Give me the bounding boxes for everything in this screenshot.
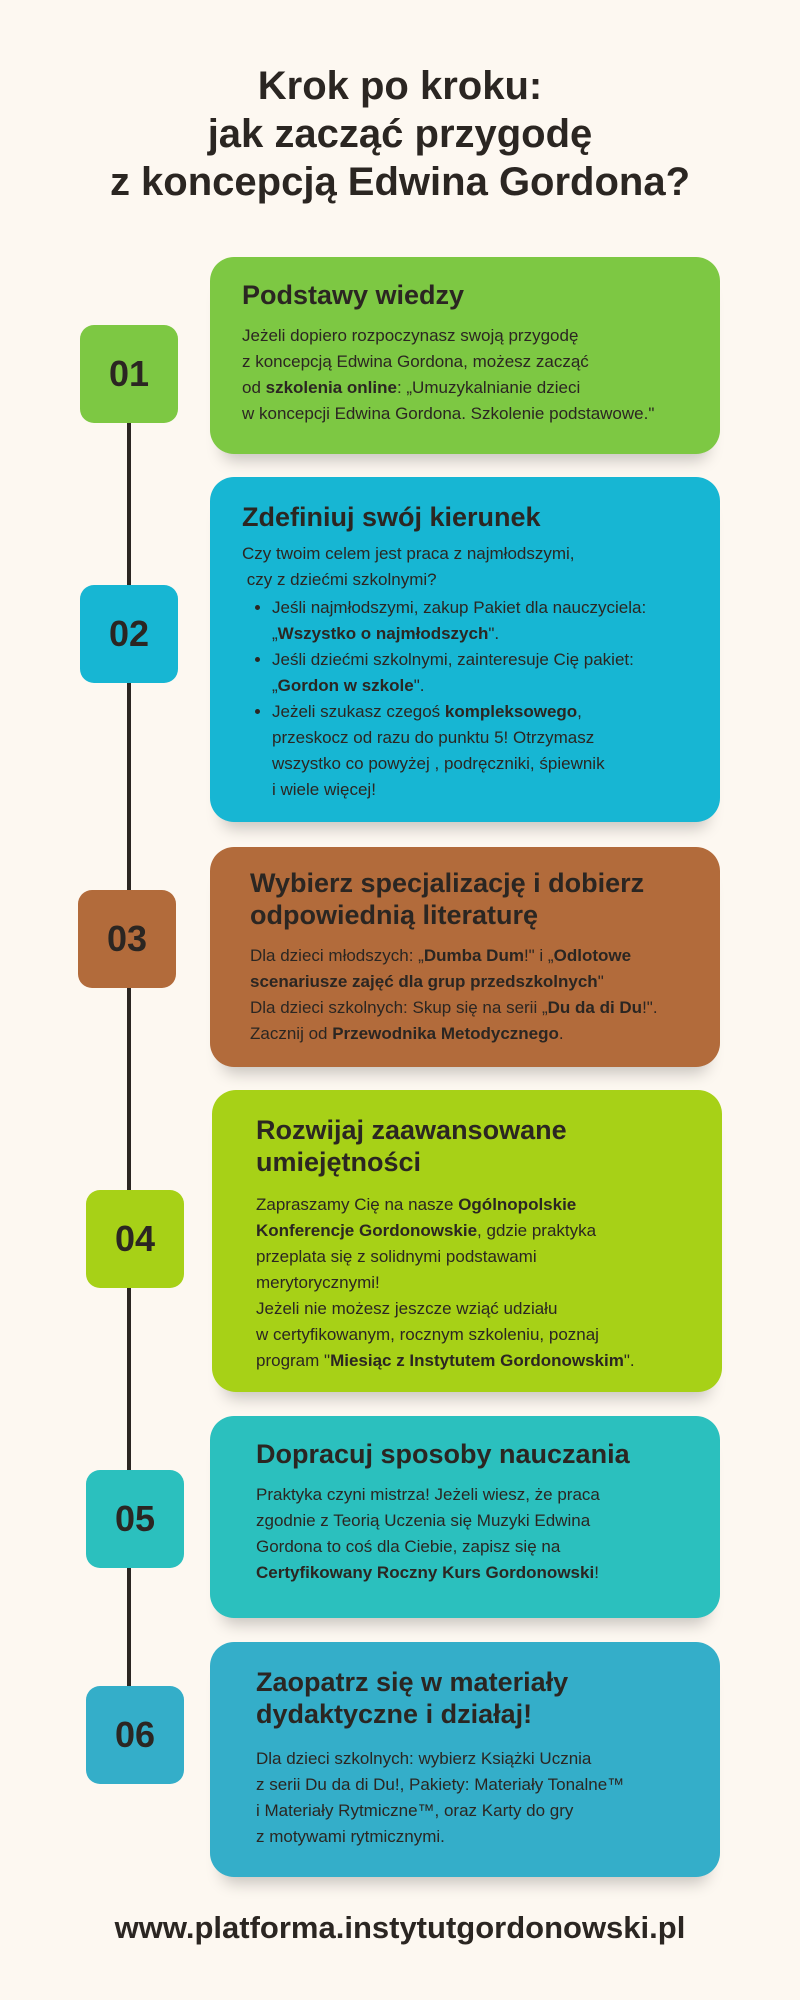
body-line: scenariusze zajęć dla grup przedszkolnych" (250, 972, 604, 991)
body-line: od szkolenia online: „Umuzykalnianie dzieci (242, 378, 581, 397)
bullet-list (242, 595, 704, 803)
body-line: Zapraszamy Cię na nasze Ogólnopolskie (256, 1195, 577, 1214)
step-title: Podstawy wiedzy (242, 280, 465, 310)
body-line: Praktyka czyni mistrza! Jeżeli wiesz, że praca (256, 1485, 600, 1504)
step-badge-03 (78, 890, 176, 988)
step-card-04 (212, 1090, 722, 1392)
body-line: Dla dzieci szkolnych: wybierz Książki Ucznia (256, 1749, 592, 1768)
title-line-2: jak zacząć przygodę (207, 112, 593, 156)
step-card-06 (210, 1642, 720, 1877)
step-number: 01 (108, 353, 150, 394)
body-line: Dla dzieci szkolnych: Skup się na serii „Du da di Du!". (250, 998, 658, 1017)
step-badge-04 (86, 1190, 184, 1288)
body-line: program "Miesiąc z Instytutem Gordonowskim". (256, 1351, 635, 1370)
body-line: Jeżeli dopiero rozpoczynasz swoją przygodę (242, 326, 579, 345)
title-line-1: Krok po kroku: (257, 64, 543, 108)
step-title: Wybierz specjalizację i dobierz odpowiednią literaturę (250, 868, 645, 930)
title-line-3: z koncepcją Edwina Gordona? (109, 160, 691, 204)
step-body (256, 1746, 706, 1850)
step-body (242, 541, 704, 803)
emphasis: szkolenia online (265, 378, 397, 397)
body-line: w certyfikowanym, rocznym szkoleniu, poznaj (256, 1325, 599, 1344)
step-badge-02 (80, 585, 178, 683)
website-url: www.platforma.instytutgordonowski.pl (114, 1910, 686, 1945)
body-line: przeplata się z solidnymi podstawami (256, 1247, 537, 1266)
body-line: zgodnie z Teorią Uczenia się Muzyki Edwina (256, 1511, 591, 1530)
body-line: Czy twoim celem jest praca z najmłodszymi, (242, 544, 575, 563)
emphasis: kompleksowego (444, 702, 578, 721)
step-card-01 (210, 257, 720, 454)
step-title: Dopracuj sposoby nauczania (256, 1439, 630, 1469)
step-card-03 (210, 847, 720, 1067)
list-item: • Jeśli dziećmi szkolnymi, zainteresuje Cię pakiet: „Gordon w szkole". (272, 647, 704, 699)
step-title: Zaopatrz się w materiały dydaktyczne i działaj! (256, 1667, 569, 1729)
step-number: 05 (114, 1498, 156, 1539)
step-badge-01 (80, 325, 178, 423)
body-line: i Materiały Rytmiczne™, oraz Karty do gry (256, 1801, 574, 1820)
step-badge-06 (86, 1686, 184, 1784)
body-line: czy z dziećmi szkolnymi? (242, 570, 437, 589)
body-line: z koncepcją Edwina Gordona, możesz zacząć (242, 352, 589, 371)
body-line: Gordona to coś dla Ciebie, zapisz się na (256, 1537, 561, 1556)
body-line: z serii Du da di Du!, Pakiety: Materiały Tonalne™ (256, 1775, 625, 1794)
step-number: 04 (114, 1218, 156, 1259)
step-title: Rozwijaj zaawansowane umiejętności (256, 1115, 567, 1177)
step-number: 03 (106, 918, 148, 959)
step-body (250, 943, 704, 1047)
step-number: 06 (114, 1714, 156, 1755)
body-line: z motywami rytmicznymi. (256, 1827, 445, 1846)
step-body (256, 1482, 706, 1586)
list-item: • Jeśli najmłodszymi, zakup Pakiet dla nauczyciela: „Wszystko o najmłodszych". (272, 595, 704, 647)
body-line: w koncepcji Edwina Gordona. Szkolenie podstawowe." (242, 404, 655, 423)
step-body (242, 323, 700, 427)
emphasis: Wszystko o najmłodszych (277, 624, 489, 643)
list-item: • Jeżeli szukasz czegoś kompleksowego, przeskocz od razu do punktu 5! Otrzymasz wszystko co powyżej , podręczniki, śpiewnik i wiele więcej! (272, 699, 704, 803)
body-line: Dla dzieci młodszych: „Dumba Dum!" i „Odlotowe (250, 946, 632, 965)
page-title (0, 62, 800, 206)
step-badge-05 (86, 1470, 184, 1568)
step-card-05 (210, 1416, 720, 1618)
body-line: Zacznij od Przewodnika Metodycznego. (250, 1024, 564, 1043)
emphasis: Gordon w szkole (277, 676, 414, 695)
step-body (256, 1192, 708, 1374)
body-line: Jeżeli nie możesz jeszcze wziąć udziału (256, 1299, 558, 1318)
body-line: merytorycznymi! (256, 1273, 380, 1292)
step-number: 02 (108, 613, 150, 654)
step-title: Zdefiniuj swój kierunek (242, 502, 541, 532)
body-line: Konferencje Gordonowskie, gdzie praktyka (256, 1221, 597, 1240)
step-card-02 (210, 477, 720, 822)
body-line: Certyfikowany Roczny Kurs Gordonowski! (256, 1563, 599, 1582)
